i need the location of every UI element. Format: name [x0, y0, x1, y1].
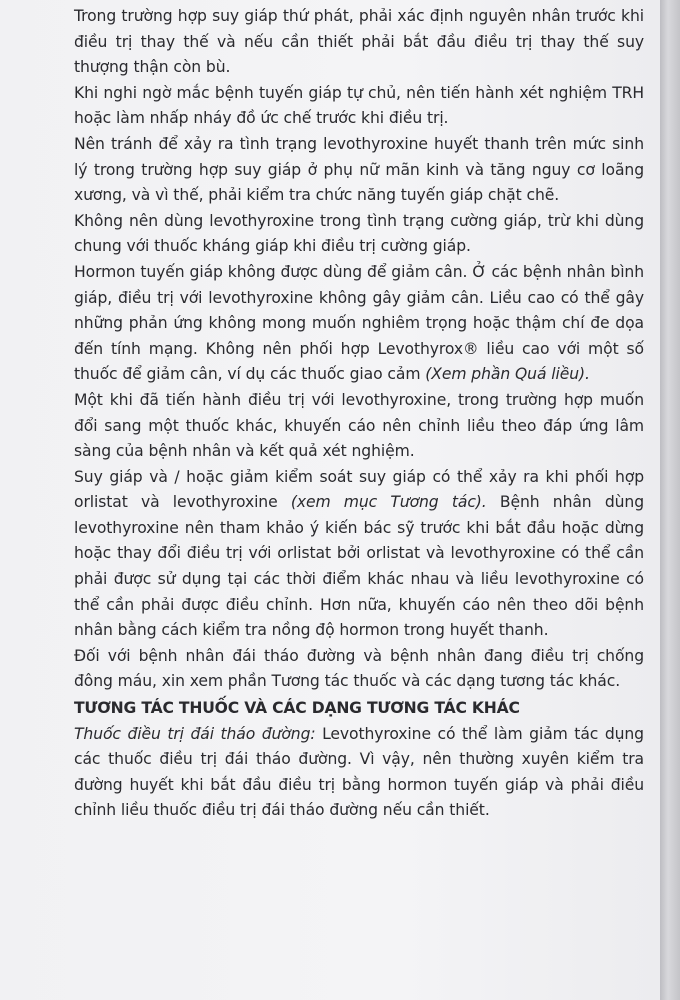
paragraph-orlistat: [74, 465, 644, 644]
paragraph-osteoporosis-risk: Nên tránh để xảy ra tình trạng levothyroxine huyết thanh trên mức sinh lý trong trường hợp suy giáp ở phụ nữ mãn kinh và tăng nguy cơ loãng xương, và vì thế, phải kiểm tra chức năng tuyến giáp chặt chẽ.: [74, 134, 644, 205]
section-heading: TƯƠNG TÁC THUỐC VÀ CÁC DẠNG TƯƠNG TÁC KHÁC: [74, 699, 520, 718]
page-edge: [660, 0, 680, 1000]
paragraph-switching-drug: Một khi đã tiến hành điều trị với levothyroxine, trong trường hợp muốn đổi sang một thuốc khác, khuyến cáo nên chỉnh liều theo đáp ứng lâm sàng của bệnh nhân và kết quả xét nghiệm.: [74, 390, 644, 461]
document-text: [74, 4, 644, 824]
antidiabetic-label: Thuốc điều trị đái tháo đường:: [74, 724, 316, 743]
orlistat-text-a: Suy giáp và / hoặc giảm kiểm soát suy giáp có thể xảy ra khi phối hợp orlistat và levothyroxine: [74, 467, 644, 512]
orlistat-text-b: Bệnh nhân dùng levothyroxine nên tham khảo ý kiến bác sỹ trước khi bắt đầu hoặc dừng hoặc thay đổi điều trị với orlistat bởi orlistat và levothyroxine có thể cần phải được sử dụng tại các thời điểm khác nhau và liều levothyroxine có thể cần phải được điều chỉnh. Hơn nữa, khuyến cáo nên theo dõi bệnh nhân bằng cách kiểm tra nồng độ hormon trong huyết thanh.: [74, 493, 644, 640]
paragraph-autonomous-thyroid: Khi nghi ngờ mắc bệnh tuyến giáp tự chủ, nên tiến hành xét nghiệm TRH hoặc làm nhấp nháy đồ ức chế trước khi điều trị.: [74, 83, 644, 128]
interaction-reference: (xem mục Tương tác).: [290, 493, 487, 512]
weight-loss-text: Hormon tuyến giáp không được dùng để giảm cân. Ở các bệnh nhân bình giáp, điều trị với levothyroxine không gây giảm cân. Liều cao có thể gây những phản ứng không mong muốn nghiêm trọng hoặc thậm chí đe dọa đến tính mạng. Không nên phối hợp Levothyrox® liều cao với một số thuốc để giảm cân, ví dụ các thuốc giao cảm: [74, 262, 644, 384]
overdose-reference: (Xem phần Quá liều).: [425, 365, 590, 384]
paragraph-diabetes-anticoagulant: Đối với bệnh nhân đái tháo đường và bệnh nhân đang điều trị chống đông máu, xin xem phần Tương tác thuốc và các dạng tương tác khác.: [74, 646, 644, 691]
paragraph-secondary-hypothyroidism: Trong trường hợp suy giáp thứ phát, phải xác định nguyên nhân trước khi điều trị thay thế và nếu cần thiết phải bắt đầu điều trị thay thế suy thượng thận còn bù.: [74, 7, 644, 77]
antidiabetic-text: Levothyroxine có thể làm giảm tác dụng các thuốc điều trị đái tháo đường. Vì vậy, nên thường xuyên kiểm tra đường huyết khi bắt đầu điều trị bằng hormon tuyến giáp và phải điều chỉnh liều thuốc điều trị đái tháo đường nếu cần thiết.: [74, 724, 644, 820]
paragraph-hyperthyroidism: Không nên dùng levothyroxine trong tình trạng cường giáp, trừ khi dùng chung với thuốc kháng giáp khi điều trị cường giáp.: [74, 211, 644, 256]
paragraph-weight-loss: [74, 260, 644, 388]
paragraph-antidiabetic: [74, 722, 644, 824]
